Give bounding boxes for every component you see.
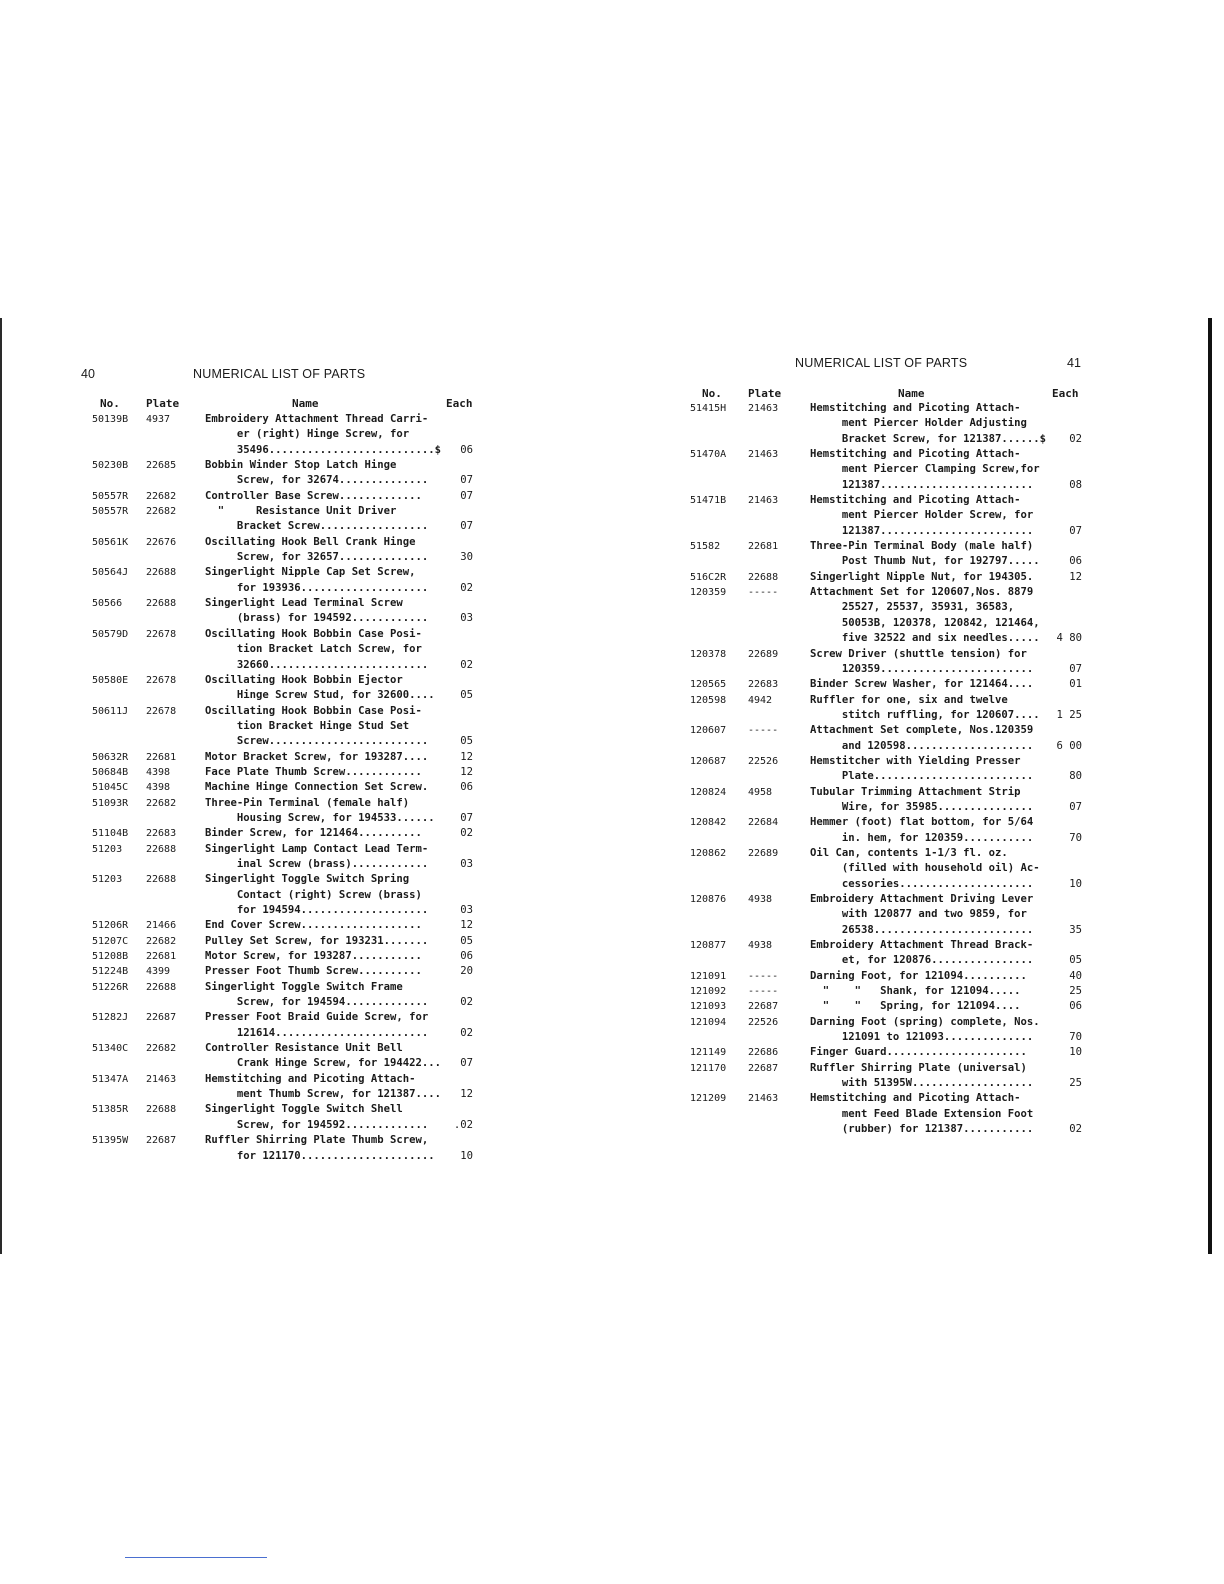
part-number: 51093R xyxy=(92,797,129,809)
plate-number: 22688 xyxy=(748,571,779,583)
parts-row xyxy=(92,596,477,627)
parts-row xyxy=(690,984,1084,999)
parts-row xyxy=(690,493,1084,539)
part-number: 120687 xyxy=(690,755,727,767)
price-each: 12 xyxy=(460,919,473,932)
price-each: 01 xyxy=(1069,678,1082,691)
part-number: 121170 xyxy=(690,1062,727,1074)
header-name: Name xyxy=(292,397,319,410)
parts-row xyxy=(92,673,477,704)
left-page-number: 40 xyxy=(81,367,95,381)
plate-number: 22683 xyxy=(748,679,779,691)
part-number: 120877 xyxy=(690,940,727,952)
part-number: 51470A xyxy=(690,449,727,461)
part-name: Machine Hinge Connection Set Screw. xyxy=(205,781,429,794)
price-each: 12 xyxy=(460,765,473,778)
part-number: 121091 xyxy=(690,970,727,982)
parts-row xyxy=(690,585,1084,646)
parts-row xyxy=(690,938,1084,969)
part-number: 121093 xyxy=(690,1001,727,1013)
part-number: 51347A xyxy=(92,1073,129,1085)
part-name: Oscillating Hook Bobbin Case Posi- tion Bracket Hinge Stud Set Screw......................... xyxy=(205,704,429,748)
plate-number: 22687 xyxy=(146,1135,177,1147)
parts-row xyxy=(690,1045,1084,1060)
part-number: 51340C xyxy=(92,1043,129,1055)
header-name: Name xyxy=(898,387,925,400)
left-page-title: NUMERICAL LIST OF PARTS xyxy=(193,367,366,381)
price-each: 06 xyxy=(460,781,473,794)
plate-number: 21463 xyxy=(748,1093,779,1105)
parts-row xyxy=(690,723,1084,754)
part-name: " " Shank, for 121094..... xyxy=(810,985,1021,998)
part-name: Oscillating Hook Bobbin Ejector Hinge Screw Stud, for 32600.... xyxy=(205,673,435,702)
part-number: 50632R xyxy=(92,751,129,763)
price-each: 25 xyxy=(1069,1077,1082,1090)
price-each: 10 xyxy=(1069,1046,1082,1059)
parts-row xyxy=(92,872,477,918)
part-number: 51203 xyxy=(92,843,123,855)
part-number: 120378 xyxy=(690,648,727,660)
price-each: 70 xyxy=(1069,831,1082,844)
part-number: 50684B xyxy=(92,766,129,778)
header-plate: Plate xyxy=(748,387,782,400)
plate-number: 4937 xyxy=(146,414,171,425)
parts-row xyxy=(690,693,1084,724)
price-each: 06 xyxy=(460,443,473,456)
parts-row xyxy=(690,539,1084,570)
price-each: 12 xyxy=(460,1088,473,1101)
part-number: 51208B xyxy=(92,951,129,963)
part-number: 121209 xyxy=(690,1093,727,1105)
part-name: Pulley Set Screw, for 193231....... xyxy=(205,934,429,947)
part-number: 121092 xyxy=(690,986,727,998)
plate-number: 22688 xyxy=(146,567,177,579)
price-each: 03 xyxy=(460,612,473,625)
header-no: No. xyxy=(100,397,120,410)
part-number: 51045C xyxy=(92,782,129,794)
part-name: Tubular Trimming Attachment Strip Wire, for 35985............... xyxy=(810,785,1034,813)
plate-number: 22689 xyxy=(748,847,779,859)
plate-number: ----- xyxy=(748,986,779,998)
part-number: 51224B xyxy=(92,966,129,978)
plate-number: 22682 xyxy=(146,490,177,502)
header-each: Each xyxy=(1052,387,1079,400)
plate-number: 22678 xyxy=(146,705,177,717)
left-scan-border xyxy=(0,318,2,1254)
price-each: 07 xyxy=(460,811,473,824)
part-number: 51226R xyxy=(92,981,129,993)
plate-number: 21463 xyxy=(748,449,779,461)
part-number: 120824 xyxy=(690,786,727,798)
parts-row xyxy=(690,647,1084,678)
price-each: 70 xyxy=(1069,1031,1082,1044)
price-each: 40 xyxy=(1069,969,1082,982)
part-name: Oscillating Hook Bobbin Case Posi- tion Bracket Latch Screw, for 32660......................... xyxy=(205,627,429,671)
part-name: Finger Guard...................... xyxy=(810,1046,1027,1059)
plate-number: 22526 xyxy=(748,1016,779,1028)
part-name: Three-Pin Terminal (female half) Housing Screw, for 194533...... xyxy=(205,796,435,824)
plate-number: 22681 xyxy=(748,541,779,553)
part-number: 50561K xyxy=(92,536,129,548)
price-each: 07 xyxy=(1069,800,1082,813)
plate-number: 22682 xyxy=(146,506,177,518)
price-each: 06 xyxy=(460,950,473,963)
plate-number: ----- xyxy=(748,970,779,982)
parts-row xyxy=(92,489,477,504)
plate-number: 4958 xyxy=(748,786,773,798)
plate-number: 22688 xyxy=(146,981,177,993)
part-number: 120598 xyxy=(690,694,727,706)
header-no: No. xyxy=(702,387,722,400)
plate-number: 22687 xyxy=(146,1012,177,1024)
plate-number: 4398 xyxy=(146,782,171,794)
parts-row xyxy=(92,1102,477,1133)
part-name: Hemstitching and Picoting Attach- ment Piercer Holder Screw, for 121387........................ xyxy=(810,494,1034,537)
price-each: 35 xyxy=(1069,923,1082,936)
price-each: 80 xyxy=(1069,770,1082,783)
parts-row xyxy=(92,949,477,964)
header-plate: Plate xyxy=(146,397,180,410)
price-each: 25 xyxy=(1069,985,1082,998)
price-each: 05 xyxy=(460,689,473,702)
parts-row xyxy=(690,1061,1084,1092)
price-each: 6 00 xyxy=(1056,739,1082,752)
part-number: 50564J xyxy=(92,567,129,579)
parts-row xyxy=(92,796,477,827)
parts-row xyxy=(92,1010,477,1041)
part-name: Attachment Set complete, Nos.120359 and 120598.................... xyxy=(810,724,1034,752)
plate-number: 22681 xyxy=(146,951,177,963)
parts-row xyxy=(92,980,477,1011)
part-name: Binder Screw, for 121464.......... xyxy=(205,827,422,840)
part-number: 120565 xyxy=(690,679,727,691)
part-name: Face Plate Thumb Screw............ xyxy=(205,765,422,778)
plate-number: 22687 xyxy=(748,1062,779,1074)
part-name: Singerlight Lamp Contact Lead Term- inal Screw (brass)............ xyxy=(205,842,429,870)
part-name: Embroidery Attachment Thread Carri- er (right) Hinge Screw, for 35496..........................$ xyxy=(205,413,441,456)
plate-number: 22682 xyxy=(146,797,177,809)
price-each: 05 xyxy=(460,934,473,947)
parts-row xyxy=(92,565,477,596)
part-number: 50579D xyxy=(92,628,129,640)
plate-number: 22681 xyxy=(146,751,177,763)
plate-number: 22678 xyxy=(146,674,177,686)
price-each: 03 xyxy=(460,857,473,870)
parts-row xyxy=(92,780,477,795)
part-number: 121094 xyxy=(690,1016,727,1028)
parts-row xyxy=(92,750,477,765)
right-scan-border xyxy=(1208,318,1212,1254)
price-each: 07 xyxy=(1069,662,1082,675)
part-name: Controller Resistance Unit Bell Crank Hinge Screw, for 194422... xyxy=(205,1042,441,1070)
part-name: Motor Bracket Screw, for 193287.... xyxy=(205,750,429,763)
price-each: .02 xyxy=(453,1118,473,1131)
parts-row xyxy=(92,964,477,979)
part-name: Singerlight Toggle Switch Shell Screw, for 194592............. xyxy=(205,1103,429,1131)
parts-row xyxy=(690,401,1084,447)
plate-number: 21463 xyxy=(748,495,779,507)
price-each: 06 xyxy=(1069,555,1082,568)
part-number: 50566 xyxy=(92,598,123,610)
parts-row xyxy=(92,412,477,458)
part-number: 51206R xyxy=(92,920,129,932)
part-number: 51395W xyxy=(92,1135,129,1147)
parts-row xyxy=(690,785,1084,816)
part-number: 51282J xyxy=(92,1012,129,1024)
part-name: Ruffler for one, six and twelve stitch ruffling, for 120607.... xyxy=(810,693,1040,721)
part-name: End Cover Screw................... xyxy=(205,919,422,932)
part-number: 50557R xyxy=(92,490,129,502)
price-each: 02 xyxy=(1069,432,1082,445)
parts-row xyxy=(92,504,477,535)
plate-number: 4938 xyxy=(748,894,773,905)
parts-row xyxy=(92,918,477,933)
plate-number: 22676 xyxy=(146,536,177,548)
parts-row xyxy=(92,704,477,750)
part-name: " " Spring, for 121094.... xyxy=(810,1000,1021,1013)
left-column-headers xyxy=(92,397,477,411)
plate-number: 22688 xyxy=(146,874,177,886)
part-name: Oil Can, contents 1-1/3 fl. oz. (filled with household oil) Ac- cessories..................... xyxy=(810,846,1040,890)
part-name: Singerlight Lead Terminal Screw (brass) for 194592............ xyxy=(205,597,429,625)
price-each: 1 25 xyxy=(1056,708,1082,721)
part-number: 51207C xyxy=(92,935,129,947)
part-number: 51385R xyxy=(92,1104,129,1116)
part-number: 120842 xyxy=(690,817,727,829)
plate-number: 21463 xyxy=(146,1073,177,1085)
part-name: Bobbin Winder Stop Latch Hinge Screw, for 32674.............. xyxy=(205,459,429,487)
part-number: 51582 xyxy=(690,541,721,553)
plate-number: ----- xyxy=(748,725,779,737)
price-each: 07 xyxy=(460,489,473,502)
price-each: 30 xyxy=(460,551,473,564)
plate-number: 21466 xyxy=(146,920,177,932)
plate-number: 22682 xyxy=(146,1043,177,1055)
plate-number: 22678 xyxy=(146,628,177,640)
price-each: 4 80 xyxy=(1056,632,1082,645)
part-name: Hemstitching and Picoting Attach- ment Piercer Holder Adjusting Bracket Screw, for 121387......$ xyxy=(810,402,1046,445)
parts-row xyxy=(92,1133,477,1164)
parts-row xyxy=(92,765,477,780)
plate-number: 22683 xyxy=(146,828,177,840)
right-page-title: NUMERICAL LIST OF PARTS xyxy=(795,356,968,370)
part-number: 50557R xyxy=(92,506,129,518)
part-number: 51203 xyxy=(92,874,123,886)
parts-row xyxy=(690,677,1084,692)
part-name: Hemstitching and Picoting Attach- ment Piercer Clamping Screw,for 121387........................ xyxy=(810,448,1040,491)
parts-row xyxy=(92,934,477,949)
part-name: Hemmer (foot) flat bottom, for 5/64 in. hem, for 120359........... xyxy=(810,816,1034,844)
part-number: 120607 xyxy=(690,725,727,737)
part-name: Darning Foot (spring) complete, Nos. 121091 to 121093.............. xyxy=(810,1015,1040,1044)
part-name: Darning Foot, for 121094.......... xyxy=(810,969,1027,982)
price-each: 08 xyxy=(1069,478,1082,491)
plate-number: 4398 xyxy=(146,766,171,778)
price-each: 02 xyxy=(460,581,473,594)
price-each: 12 xyxy=(460,750,473,763)
price-each: 07 xyxy=(460,474,473,487)
price-each: 02 xyxy=(460,996,473,1009)
price-each: 10 xyxy=(1069,877,1082,890)
part-number: 516C2R xyxy=(690,571,727,583)
part-name: Embroidery Attachment Thread Brack- et, for 120876................ xyxy=(810,939,1034,967)
price-each: 02 xyxy=(460,1026,473,1039)
part-name: Motor Screw, for 193287........... xyxy=(205,950,422,963)
parts-row xyxy=(92,1072,477,1103)
part-name: Hemstitching and Picoting Attach- ment Thumb Screw, for 121387.... xyxy=(205,1072,441,1101)
part-name: " Resistance Unit Driver Bracket Screw................. xyxy=(217,505,429,533)
parts-row xyxy=(690,999,1084,1014)
part-name: Hemstitching and Picoting Attach- ment Feed Blade Extension Foot (rubber) for 121387........... xyxy=(810,1092,1034,1136)
parts-row xyxy=(92,458,477,489)
plate-number: 22688 xyxy=(146,1104,177,1116)
price-each: 07 xyxy=(460,1057,473,1070)
plate-number: 22684 xyxy=(748,817,779,829)
plate-number: 4942 xyxy=(748,694,773,706)
price-each: 05 xyxy=(460,735,473,748)
parts-row xyxy=(92,842,477,873)
part-number: 120862 xyxy=(690,847,727,859)
price-each: 02 xyxy=(460,658,473,671)
plate-number: ----- xyxy=(748,587,779,599)
plate-number: 22688 xyxy=(146,598,177,610)
part-number: 50611J xyxy=(92,705,129,717)
part-name: Hemstitcher with Yielding Presser Plate......................... xyxy=(810,754,1034,783)
part-number: 50230B xyxy=(92,460,129,472)
part-name: Binder Screw Washer, for 121464.... xyxy=(810,678,1034,691)
part-name: Presser Foot Braid Guide Screw, for 121614........................ xyxy=(205,1011,429,1039)
parts-row xyxy=(690,1091,1084,1137)
parts-row xyxy=(690,570,1084,585)
plate-number: 22526 xyxy=(748,755,779,767)
part-name: Singerlight Toggle Switch Spring Contact (right) Screw (brass) for 194594.................... xyxy=(205,873,429,916)
part-number: 50580E xyxy=(92,674,129,686)
price-each: 20 xyxy=(460,965,473,978)
price-each: 06 xyxy=(1069,1000,1082,1013)
right-column-headers xyxy=(690,387,1084,401)
parts-row xyxy=(92,1041,477,1072)
part-number: 51104B xyxy=(92,828,129,840)
parts-row xyxy=(690,1015,1084,1046)
part-number: 51415H xyxy=(690,403,727,414)
price-each: 02 xyxy=(1069,1123,1082,1136)
plate-number: 21463 xyxy=(748,403,779,414)
part-name: Embroidery Attachment Driving Lever with 120877 and two 9859, for 26538......................... xyxy=(810,893,1034,936)
price-each: 07 xyxy=(460,520,473,533)
part-number: 51471B xyxy=(690,495,727,507)
left-parts-list xyxy=(92,412,477,1164)
right-parts-list xyxy=(690,401,1084,1138)
plate-number: 22687 xyxy=(748,1001,779,1013)
part-name: Ruffler Shirring Plate (universal) with 51395W................... xyxy=(810,1061,1034,1090)
plate-number: 22688 xyxy=(146,843,177,855)
price-each: 02 xyxy=(460,827,473,840)
plate-number: 22685 xyxy=(146,460,177,472)
plate-number: 4399 xyxy=(146,966,171,978)
parts-row xyxy=(690,892,1084,938)
price-each: 10 xyxy=(460,1149,473,1162)
part-name: Controller Base Screw............. xyxy=(205,489,422,502)
part-number: 120876 xyxy=(690,894,727,905)
parts-row xyxy=(690,754,1084,785)
part-number: 121149 xyxy=(690,1047,727,1059)
parts-row xyxy=(690,815,1084,846)
plate-number: 4938 xyxy=(748,940,773,952)
plate-number: 22682 xyxy=(146,935,177,947)
parts-row xyxy=(92,627,477,673)
price-each: 05 xyxy=(1069,954,1082,967)
footer-link-underline xyxy=(125,1557,267,1558)
part-name: Three-Pin Terminal Body (male half) Post Thumb Nut, for 192797..... xyxy=(810,540,1040,568)
price-each: 12 xyxy=(1069,570,1082,583)
part-number: 50139B xyxy=(92,414,129,425)
price-each: 03 xyxy=(460,904,473,916)
part-name: Presser Foot Thumb Screw.......... xyxy=(205,965,422,978)
price-each: 07 xyxy=(1069,524,1082,537)
part-name: Attachment Set for 120607,Nos. 8879 25527, 25537, 35931, 36583, 50053B, 120378, 120842, 121464, five 32522 and six needles..... xyxy=(810,586,1040,645)
part-name: Ruffler Shirring Plate Thumb Screw, for 121170..................... xyxy=(205,1134,435,1162)
parts-row xyxy=(690,969,1084,984)
part-name: Singerlight Nipple Cap Set Screw, for 193936.................... xyxy=(205,566,429,594)
parts-row xyxy=(92,535,477,566)
header-each: Each xyxy=(446,397,473,410)
part-name: Screw Driver (shuttle tension) for 120359........................ xyxy=(810,647,1034,675)
parts-row xyxy=(92,826,477,841)
part-name: Oscillating Hook Bell Crank Hinge Screw, for 32657.............. xyxy=(205,535,429,564)
part-name: Singerlight Toggle Switch Frame Screw, for 194594............. xyxy=(205,980,429,1009)
plate-number: 22689 xyxy=(748,648,779,660)
parts-row xyxy=(690,447,1084,493)
part-number: 120359 xyxy=(690,587,727,599)
part-name: Singerlight Nipple Nut, for 194305. xyxy=(810,570,1034,583)
right-page-number: 41 xyxy=(1067,356,1081,370)
plate-number: 22686 xyxy=(748,1047,779,1059)
parts-row xyxy=(690,846,1084,892)
